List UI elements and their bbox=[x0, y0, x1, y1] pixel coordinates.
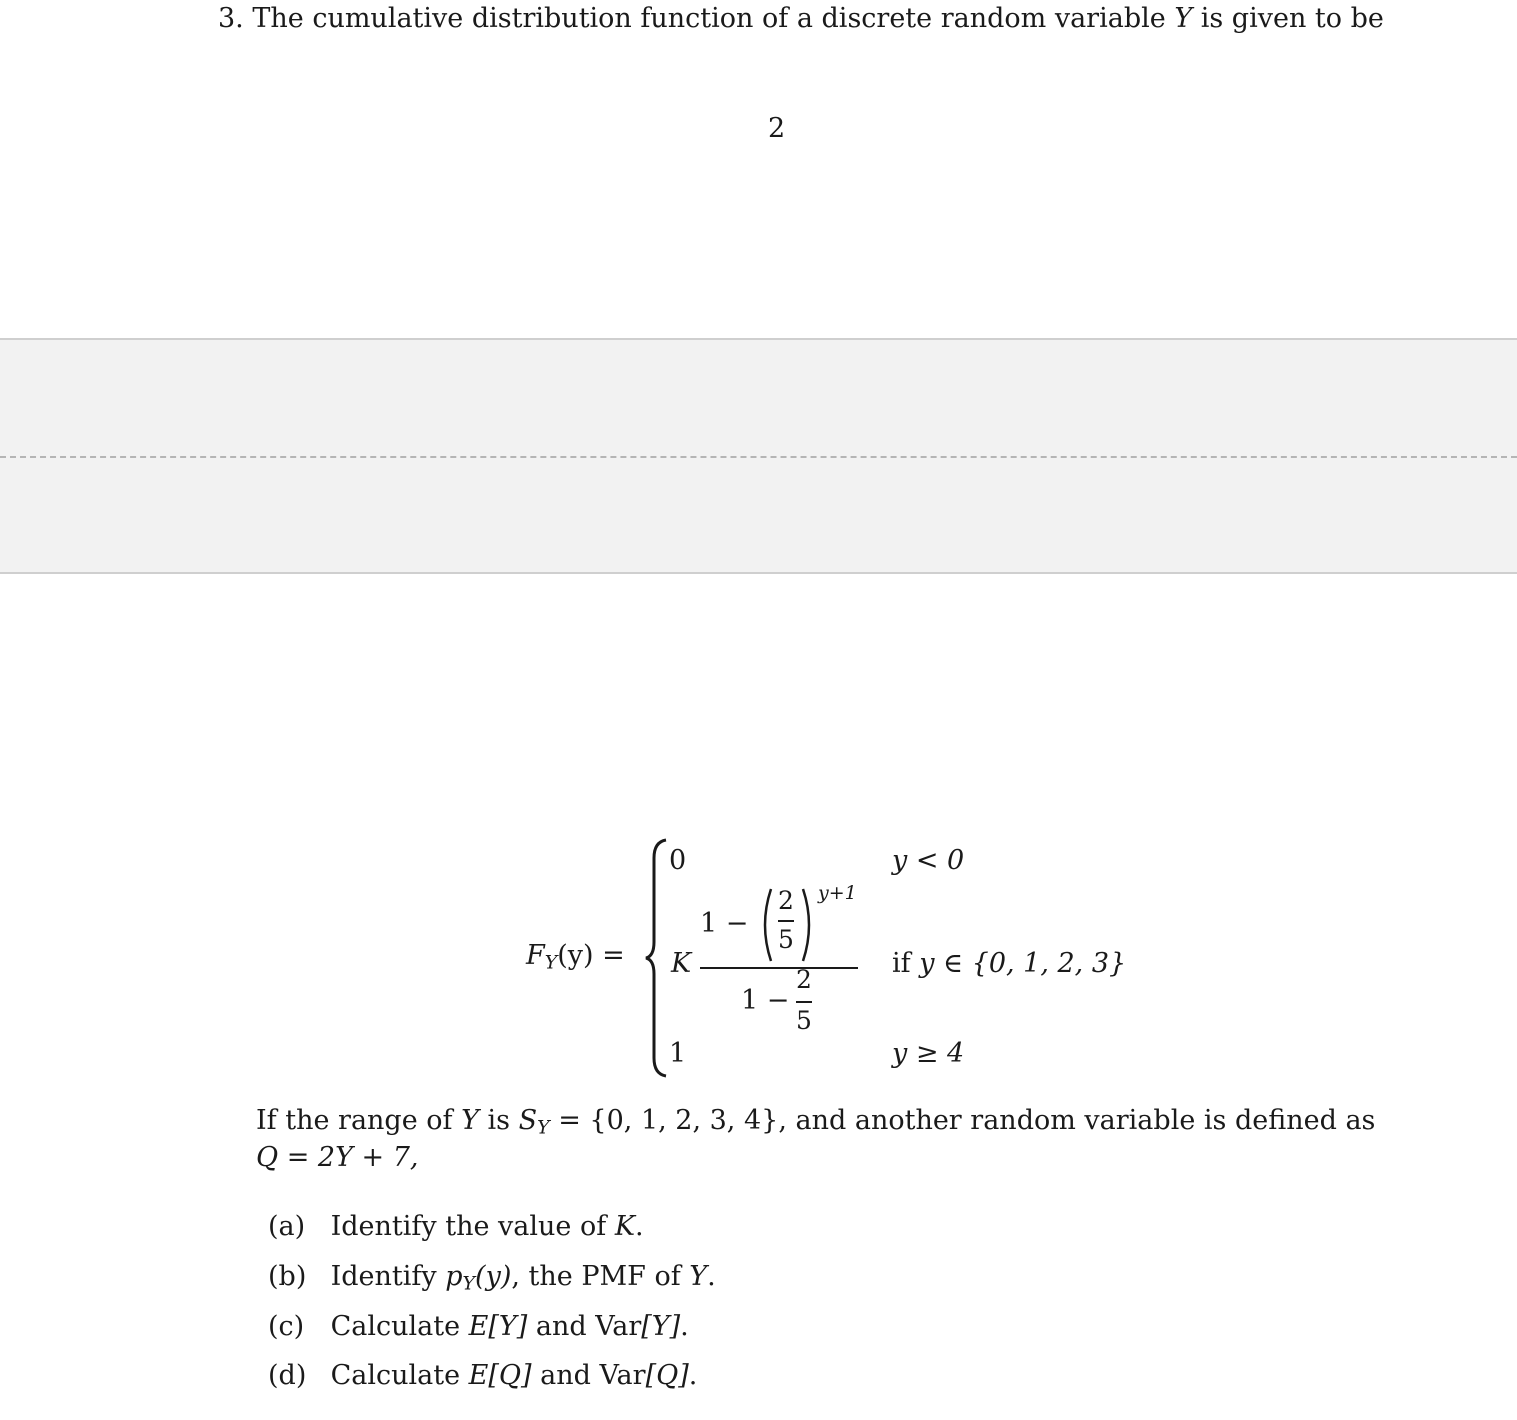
part-label: (b) bbox=[268, 1261, 307, 1292]
numerator-fraction-bar bbox=[778, 920, 794, 922]
numerator-fraction-top: 2 bbox=[778, 886, 794, 915]
page-number: 2 bbox=[768, 113, 786, 144]
left-brace-icon bbox=[644, 838, 670, 1078]
exponent: y+1 bbox=[818, 882, 857, 904]
question-text: The cumulative distribution function of a discrete random variable bbox=[252, 3, 1166, 34]
main-fraction-bar bbox=[700, 967, 858, 969]
denominator-fraction-top: 2 bbox=[796, 965, 812, 994]
case0-value: 0 bbox=[669, 845, 687, 876]
part-text: Identify bbox=[330, 1261, 437, 1292]
part-mid: and Var bbox=[535, 1311, 642, 1342]
part-math3: [Y] bbox=[641, 1311, 681, 1342]
question-variable: Y bbox=[1174, 3, 1193, 34]
set-subscript: Y bbox=[537, 1116, 550, 1139]
part-c bbox=[268, 1311, 689, 1342]
part-post: , the PMF of bbox=[511, 1261, 681, 1292]
part-label: (c) bbox=[268, 1311, 305, 1342]
case1-K: K bbox=[671, 948, 692, 979]
part-post: . bbox=[634, 1211, 644, 1242]
numerator-one-minus: 1 − bbox=[700, 908, 749, 939]
lhs-argument: (y) = bbox=[557, 940, 625, 971]
part-post: . bbox=[680, 1311, 689, 1342]
case2-condition: y ≥ 4 bbox=[892, 1038, 965, 1069]
part-math-sub: Y bbox=[462, 1272, 476, 1295]
range-text-1: If the range of bbox=[256, 1105, 453, 1136]
case1-set: y ∈ {0, 1, 2, 3} bbox=[919, 948, 1127, 979]
range-set: = {0, 1, 2, 3, 4}, and another random variable is defined as bbox=[558, 1105, 1376, 1136]
part-math2: [Y] bbox=[488, 1311, 528, 1342]
lhs-F: F bbox=[526, 940, 545, 971]
case2-value: 1 bbox=[669, 1038, 687, 1069]
part-post2: . bbox=[707, 1261, 716, 1292]
part-a bbox=[268, 1211, 644, 1242]
part-math3: Y bbox=[689, 1261, 708, 1292]
part-math: E bbox=[468, 1311, 489, 1342]
page-break-dashed-line bbox=[0, 456, 1517, 458]
case1-if: if bbox=[892, 948, 911, 979]
part-math: p bbox=[445, 1261, 463, 1292]
set-symbol: S bbox=[518, 1105, 538, 1136]
q-definition: Q = 2Y + 7, bbox=[256, 1142, 419, 1173]
question-text-end: is given to be bbox=[1200, 3, 1384, 34]
part-math: E bbox=[468, 1360, 489, 1391]
question-number: 3. bbox=[218, 3, 244, 34]
page-break bbox=[0, 338, 1517, 574]
denominator-one-minus: 1 − bbox=[741, 985, 790, 1016]
denominator-fraction-bottom: 5 bbox=[796, 1006, 812, 1035]
part-math2: [Q] bbox=[488, 1360, 532, 1391]
lhs-subscript: Y bbox=[544, 951, 558, 974]
part-d bbox=[268, 1360, 697, 1391]
cdf-lhs bbox=[526, 940, 625, 974]
part-text: Calculate bbox=[330, 1311, 461, 1342]
part-label: (a) bbox=[268, 1211, 306, 1242]
question-statement bbox=[218, 3, 1384, 34]
case0-condition: y < 0 bbox=[892, 845, 965, 876]
part-math3: [Q] bbox=[645, 1360, 689, 1391]
range-statement bbox=[256, 1105, 1375, 1139]
part-text: Identify the value of bbox=[330, 1211, 607, 1242]
range-variable: Y bbox=[461, 1105, 479, 1136]
part-post: . bbox=[688, 1360, 698, 1391]
part-math2: (y) bbox=[475, 1261, 512, 1292]
part-math: K bbox=[614, 1211, 635, 1242]
part-mid: and Var bbox=[540, 1360, 646, 1391]
case1-condition bbox=[892, 948, 1126, 979]
part-b bbox=[268, 1261, 716, 1295]
part-text: Calculate bbox=[330, 1360, 461, 1391]
numerator-fraction-bottom: 5 bbox=[778, 925, 794, 954]
denominator-fraction-bar bbox=[796, 1001, 812, 1003]
range-text-2: is bbox=[487, 1105, 511, 1136]
part-label: (d) bbox=[268, 1360, 307, 1391]
